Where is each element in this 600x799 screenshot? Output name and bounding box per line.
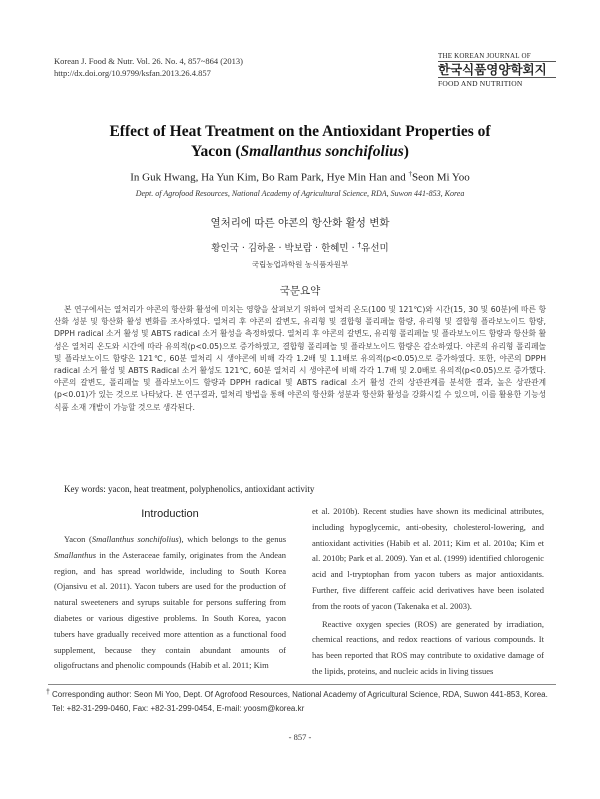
korean-abstract: 본 연구에서는 열처리가 야콘의 항산화 활성에 미치는 영향을 살펴보기 위하여 열처리 온도(100 및 121℃)와 시간(15, 30 및 60분)에 따른 항산화 성분 및 항산화 활성 변화를 조사하였다. 열처리 후 야콘의 갈변도, 유리형 및 결합형 폴리페놀 함량, 유리형 및 결합형 플라보노이드 함량, DPPH radical 소거 활성 및 ABTS radical 소거 활성을 측정하였다. 열처리 후 야콘의 갈변도, 유리형 폴리페놀 및 플라보노이드 함량과 항산화 활성은 열처리 온도와 시간에 따라 유의적(p<0.05)으로 증가하였고, 결합형 폴리페놀 및 플라보노이드 함량은 감소하였다. 야콘의 유리형 폴리페놀 및 플라보노이드 함량은 121℃, 60분 열처리 시 생야콘에 비해 각각 1.2배 및 1.1배로 유의적(p<0.05)으로 증가하였다. 또한, 야콘의 DPPH radical 소거 활성 및 ABTS Radical 소거 활성도 121℃, 60분 열처리 시 생야콘에 비해 각각 1.7배 및 2.0배로 유의적(p<0.05)으로 증가했다. 야콘의 갈변도, 폴리페놀 및 플라보노이드 함량과 DPPH radical 및 ABTS radical 소거 활성 간의 상관관계를 분석한 결과, 높은 상관관계(p<0.01)가 있는 것으로 나타났다. 본 연구결과, 열처리 방법을 통해 야콘의 항산화 성분과 항산화 활성을 강화시킬 수 있으며, 이를 활용한 기능성 식품 소재 개발이 가능할 것으로 생각된다.: [54, 305, 546, 412]
text-run: Yacon (: [64, 534, 92, 544]
journal-logo: [438, 52, 556, 88]
author-list: [40, 170, 560, 184]
korean-abstract-heading: 국문요약: [279, 285, 321, 297]
genus-name-italic: Smallanthus: [54, 549, 97, 560]
journal-citation: Korean J. Food & Nutr. Vol. 26. No. 4, 857~864 (2013): [54, 56, 243, 66]
title-prefix: Yacon (: [191, 143, 241, 160]
title-suffix: ): [403, 143, 409, 160]
journal-name-en-top: THE KOREAN JOURNAL OF: [438, 52, 556, 62]
text-run: ), which belongs to the genus: [178, 534, 286, 544]
corresponding-mark: †: [408, 170, 412, 178]
species-name: Smallanthus sonchifolius: [240, 143, 404, 160]
section-heading-introduction: Introduction: [141, 508, 199, 520]
title-line-2: [40, 142, 560, 162]
footnote-dagger: †: [46, 689, 50, 696]
footnote: [46, 688, 552, 716]
text-run: in the Asteraceae family, originates from the Andean region, and has spread worldwide, including to South Korea (Ojansivu et al. 2011). Yacon tubers are used for the production of natural sweeteners and syrups suitable for persons suffering from diabetes or various digestive problems. In South Korea, yacon tubers have gradually received more attention as a functional food supplement, because they contain abundant amounts of oligofructans and phenolic compounds (Habib et al. 2011; Kim: [54, 549, 286, 671]
page-number: - 857 -: [288, 732, 312, 742]
footnote-text: Corresponding author: Seon Mi Yoo, Dept. Of Agrofood Resources, National Academy of Agricultural Science, RDA, Suwon 441-853, Korea. Tel: +82-31-299-0460, Fax: +82-31-299-0454, E-mail: yoosm@korea.kr: [52, 690, 548, 713]
korean-author-names: 황인국 · 김하윤 · 박보람 · 한혜민 ·: [211, 243, 358, 254]
intro-paragraph-1: [54, 532, 286, 674]
right-column: [312, 504, 544, 680]
species-name-italic: Smallanthus sonchifolius: [91, 534, 179, 544]
author-names: In Guk Hwang, Ha Yun Kim, Bo Ram Park, Hye Min Han and: [130, 171, 409, 184]
korean-affiliation: 국립농업과학원 농식품자원부: [251, 260, 349, 269]
corresponding-author: Seon Mi Yoo: [411, 171, 470, 184]
left-column: [54, 506, 286, 674]
paper-title: [40, 122, 560, 162]
korean-title: 열처리에 따른 야콘의 항산화 활성 변화: [210, 217, 390, 229]
affiliation: Dept. of Agrofood Resources, National Academy of Agricultural Science, RDA, Suwon 441-853, Korea: [135, 189, 465, 198]
intro-paragraph-1-cont: et al. 2010b). Recent studies have shown its medicinal attributes, including hypoglycemic, anti-obesity, cholesterol-lowering, and antioxidant activities (Habib et al. 2011; Kim et al. 2010a; Kim et al. 2010b; Park et al. 2009). Yan et al. (1999) identified chlorogenic acid and l-tryptophan from yacon tubers as major antioxidants. Further, five different caffeic acid derivatives have been isolated from the roots of yacon (Takenaka et al. 2003).: [312, 506, 544, 611]
keywords: Key words: yacon, heat treatment, polyphenolics, antioxidant activity: [64, 484, 315, 494]
journal-citation-block: [54, 55, 243, 79]
journal-name-en-bottom: FOOD AND NUTRITION: [438, 77, 556, 88]
footnote-divider: [48, 684, 556, 685]
doi-link[interactable]: http://dx.doi.org/10.9799/ksfan.2013.26.4.857: [54, 68, 211, 78]
intro-paragraph-2: Reactive oxygen species (ROS) are generated by irradiation, chemical reactions, and redox reactions of various compounds. It has been reported that ROS may contribute to oxidative damage of the lipids, proteins, and nucleic acids in living tissues: [312, 618, 544, 676]
journal-name-kr: 한국식품영양학회지: [438, 62, 547, 77]
korean-author-list: [40, 240, 560, 254]
korean-corresponding-mark: †: [357, 240, 362, 249]
korean-corresponding-author: 유선미: [361, 243, 389, 254]
title-line-1: Effect of Heat Treatment on the Antioxidant Properties of: [109, 123, 491, 140]
